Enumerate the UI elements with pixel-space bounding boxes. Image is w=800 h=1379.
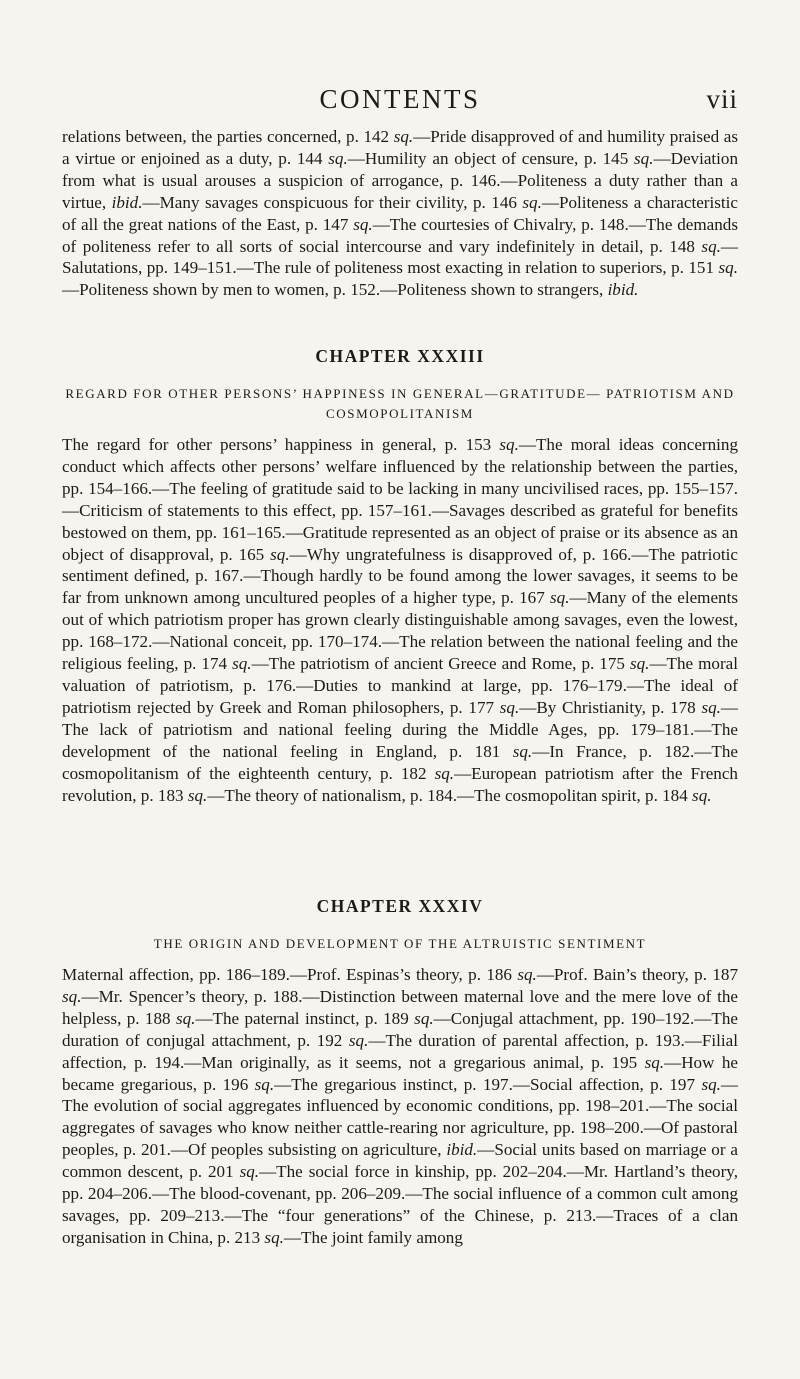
text-run-italic: ibid. [607,280,639,300]
chapter-33-summary [62,434,738,806]
text-run-italic: sq. [522,192,542,212]
text-run: —The courtesies of Chivalry, p. 148.—The demands of politeness refer to all sorts of social intercourse and vary indefinitely in detail, p. 148 [62,214,738,256]
text-run: —The evolution of social aggregates influenced by economic conditions, pp. 198–201.—The social aggregates of savages who know neither cattle-rearing nor agriculture, pp. 198–200.—Of pastoral peoples, p. 201.—Of peoples subsisting on agriculture, [62,1074,739,1160]
running-title: CONTENTS [319,84,481,114]
text-run-italic: sq. [393,127,414,146]
text-run-italic: sq. [264,1227,284,1247]
text-run-italic: sq. [634,148,654,168]
text-run: —The theory of nationalism, p. 184.—The cosmopolitan spirit, p. 184 [207,785,693,805]
text-run-italic: sq. [701,236,721,256]
text-run: —The lack of patriotism and national feeling during the Middle Ages, pp. 179–181.—The development of the national feeling in England, p. 181 [62,697,739,761]
text-run: —The joint family among [283,1227,463,1247]
text-run-italic: sq. [692,785,712,805]
running-head [62,84,738,120]
text-run-italic: sq. [270,544,290,564]
text-run-italic: sq. [512,741,533,761]
text-run-italic: sq. [187,785,208,805]
text-run: —Mr. Spencer’s theory, p. 188.—Distinction between maternal love and the mere love of the helpless, p. 188 [62,986,738,1028]
text-run-italic: sq. [254,1074,275,1094]
text-run: —Politeness shown by men to women, p. 152.—Politeness shown to strangers, [62,280,608,300]
text-run: —In France, p. 182.—The cosmopolitanism of the eighteenth century, p. 182 [62,741,739,783]
text-run-italic: sq. [644,1052,665,1072]
text-run: relations between, the parties concerned, p. 142 [62,127,394,146]
text-run-italic: sq. [348,1030,369,1050]
text-run: Maternal affection, pp. 186–189.—Prof. Espinas’s theory, p. 186 [62,965,518,984]
text-run-italic: ibid. [111,192,143,212]
text-run: —Salutations, pp. 149–151.—The rule of politeness most exacting in relation to superiors, p. 151 [62,236,738,278]
text-run-italic: sq. [414,1008,434,1028]
text-run: —Prof. Bain’s theory, p. 187 [536,965,738,984]
text-run: —Social units based on marriage or a common descent, p. 201 [62,1140,738,1182]
text-run: —The patriotism of ancient Greece and Rome, p. 175 [251,654,630,674]
text-run-italic: sq. [550,588,570,608]
text-run: —Politeness a characteristic of all the great nations of the East, p. 147 [62,192,738,234]
text-run-italic: sq. [175,1008,196,1028]
text-run: The regard for other persons’ happiness in general, p. 153 [62,435,500,454]
text-run-italic: sq. [239,1162,260,1182]
page-number: vii [706,84,738,114]
text-run: —Pride disapproved of and humility praised as a virtue or enjoined as a duty, p. 144 [62,127,738,168]
text-run: —The moral ideas concerning conduct which affects other persons’ welfare influenced by the relationship between the parties, pp. 154–166.—The feeling of gratitude said to be lacking in many uncivilised races, pp. 155–157.—Criticism of statements to this effect, pp. 157–161.—Savages described as grateful for benefits bestowed on them, pp. 161–165.—Gratitude represented as an object of praise or its absence as an object of disapproval, p. 165 [62,435,739,564]
text-run: —Humility an object of censure, p. 145 [347,148,635,168]
text-run-italic: sq. [701,1074,721,1094]
text-run: —By Christianity, p. 178 [519,697,702,717]
text-run-italic: sq. [328,148,348,168]
text-run: —Many savages conspicuous for their civility, p. 146 [142,192,523,212]
text-run: —Deviation from what is usual arouses a suspicion of arrogance, p. 146.—Politeness a duty rather than a virtue, [62,148,739,212]
text-run: —The gregarious instinct, p. 197.—Social affection, p. 197 [274,1074,702,1094]
text-run: —The duration of parental affection, p. 193.—Filial affection, p. 194.—Man originally, as it seems, not a gregarious animal, p. 195 [62,1030,738,1072]
intro-paragraph [62,126,738,301]
text-run-italic: sq. [629,654,650,674]
text-run-italic: ibid. [446,1140,478,1160]
text-run-italic: sq. [517,965,537,984]
text-run: —Many of the elements out of which patriotism proper has grown clearly distinguishable among savages, even the lowest, pp. 168–172.—National conceit, pp. 170–174.—The relation between the national feeling and the religious feeling, p. 174 [62,588,739,674]
text-run: —The moral valuation of patriotism, p. 176.—Duties to mankind at large, pp. 176–179.—The ideal of patriotism rejected by Greek and Roman philosophers, p. 177 [62,654,738,717]
chapter-subtitle-34: THE ORIGIN AND DEVELOPMENT OF THE ALTRUISTIC SENTIMENT [153,936,647,951]
chapter-34-summary [62,964,738,1249]
text-run-italic: sq. [718,258,738,278]
text-run-italic: sq. [701,697,721,717]
text-run-italic: sq. [62,986,82,1006]
text-run: —How he became gregarious, p. 196 [62,1052,738,1094]
text-run: —Why ungratefulness is disapproved of, p. 166.—The patriotic sentiment defined, p. 167.—Though hardly to be found among the lower savages, it seems to be far from unknown among uncultured peoples of a higher type, p. 167 [62,544,738,608]
text-run-italic: sq. [353,214,373,234]
text-run-italic: sq. [499,697,520,717]
text-run: —Conjugal attachment, pp. 190–192.—The duration of conjugal attachment, p. 192 [62,1008,738,1050]
text-run: —European patriotism after the French revolution, p. 183 [62,763,738,805]
text-run: —The paternal instinct, p. 189 [195,1008,415,1028]
chapter-subtitle-33: REGARD FOR OTHER PERSONS’ HAPPINESS IN GENERAL—GRATITUDE— PATRIOTISM AND COSMOPOLITANISM [65,386,735,421]
text-run: —The social force in kinship, pp. 202–204.—Mr. Hartland’s theory, pp. 204–206.—The blood-covenant, pp. 206–209.—The social influence of a common cult among savages, pp. 209–213.—The “four generations” of the Chinese, p. 213.—Traces of a clan organisation in China, p. 213 [62,1162,739,1247]
chapter-heading-34: CHAPTER XXXIV [316,896,484,916]
text-run-italic: sq. [499,435,519,454]
text-run-italic: sq. [434,763,455,783]
chapter-heading-33: CHAPTER XXXIII [315,346,485,366]
text-run-italic: sq. [232,654,252,674]
